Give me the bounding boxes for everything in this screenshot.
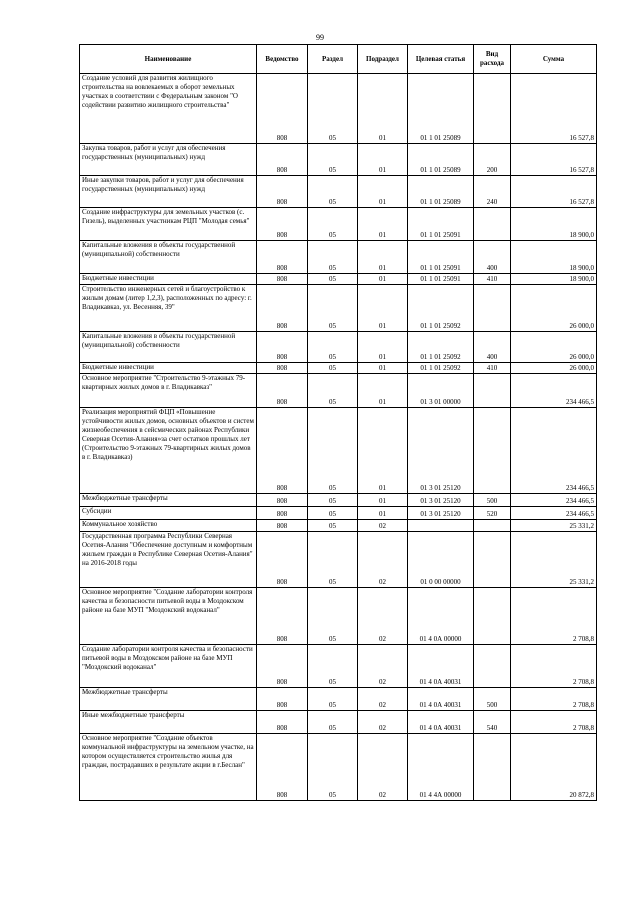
row-name: Межбюджетные трансферты [80, 688, 257, 711]
row-department: 808 [257, 711, 308, 734]
row-expense-type: 200 [474, 144, 511, 176]
table-row [80, 208, 597, 241]
row-target [408, 520, 474, 532]
row-section: 05 [308, 588, 358, 645]
table-row [80, 176, 597, 208]
table-row [80, 520, 597, 532]
row-expense-type: 500 [474, 494, 511, 507]
row-section: 05 [308, 208, 358, 241]
header-target: Целевая статья [408, 45, 474, 74]
row-department: 808 [257, 74, 308, 144]
row-department: 808 [257, 285, 308, 332]
row-subsection: 02 [358, 588, 408, 645]
table-row [80, 532, 597, 588]
row-name: Создание инфраструктуры для земельных участков (с. Гизель), выделенных участникам РЦП "Молодая семья" [80, 208, 257, 241]
page-number: 99 [316, 33, 324, 42]
row-target: 01 1 01 25092 [408, 285, 474, 332]
row-target: 01 4 0А 40031 [408, 711, 474, 734]
row-expense-type [474, 208, 511, 241]
row-target: 01 1 01 25089 [408, 176, 474, 208]
row-subsection: 01 [358, 208, 408, 241]
row-amount: 16 527,8 [511, 176, 597, 208]
row-expense-type [474, 520, 511, 532]
row-subsection: 02 [358, 688, 408, 711]
row-department: 808 [257, 645, 308, 688]
row-department: 808 [257, 494, 308, 507]
row-amount: 2 708,8 [511, 711, 597, 734]
header-department: Ведомство [257, 45, 308, 74]
row-name: Закупка товаров, работ и услуг для обеспечения государственных (муниципальных) нужд [80, 144, 257, 176]
row-section: 05 [308, 363, 358, 374]
row-target: 01 1 01 25092 [408, 363, 474, 374]
row-section: 05 [308, 285, 358, 332]
row-department: 808 [257, 144, 308, 176]
row-target: 01 4 0А 40031 [408, 645, 474, 688]
row-section: 05 [308, 241, 358, 274]
row-section: 05 [308, 688, 358, 711]
row-department: 808 [257, 374, 308, 408]
row-name: Иные закупки товаров, работ и услуг для обеспечения государственных (муниципальных) нужд [80, 176, 257, 208]
table-header [80, 45, 597, 74]
row-section: 05 [308, 144, 358, 176]
row-name: Создание условий для развития жилищного строительства на вовлекаемых в оборот земельных участках в соответствии с Федеральным законом "О содействии развитию жилищного строительства" [80, 74, 257, 144]
row-name: Капитальные вложения в объекты государственной (муниципальной) собственности [80, 332, 257, 363]
row-section: 05 [308, 408, 358, 494]
row-subsection: 01 [358, 74, 408, 144]
row-subsection: 01 [358, 507, 408, 520]
table-row [80, 688, 597, 711]
row-expense-type [474, 374, 511, 408]
row-target: 01 4 0А 40031 [408, 688, 474, 711]
row-subsection: 01 [358, 176, 408, 208]
row-target: 01 1 01 25089 [408, 144, 474, 176]
row-department: 808 [257, 408, 308, 494]
row-expense-type [474, 532, 511, 588]
row-target: 01 1 01 25092 [408, 332, 474, 363]
row-expense-type: 410 [474, 274, 511, 285]
budget-table [79, 44, 597, 801]
table-row [80, 645, 597, 688]
row-name: Государственная программа Республики Северная Осетия-Алания "Обеспечение доступным и комфортным жильем граждан в Республике Северная Осетия-Алания" на 2016-2018 годы [80, 532, 257, 588]
table-row [80, 274, 597, 285]
row-name: Создание лаборатории контроля качества и безопасности питьевой воды в Моздокском районе на базе МУП "Моздокский водоканал" [80, 645, 257, 688]
row-expense-type: 400 [474, 332, 511, 363]
header-subsection: Подраздел [358, 45, 408, 74]
row-target: 01 3 01 25120 [408, 494, 474, 507]
row-section: 05 [308, 74, 358, 144]
row-subsection: 01 [358, 374, 408, 408]
row-department: 808 [257, 332, 308, 363]
row-amount: 18 900,0 [511, 208, 597, 241]
row-name: Капитальные вложения в объекты государственной (муниципальной) собственности [80, 241, 257, 274]
table-row [80, 144, 597, 176]
row-target: 01 1 01 25091 [408, 241, 474, 274]
row-amount: 25 331,2 [511, 520, 597, 532]
row-name: Основное мероприятие "Строительство 9-этажных 79-квартирных жилых домов в г. Владикавказ" [80, 374, 257, 408]
row-expense-type [474, 285, 511, 332]
header-section: Раздел [308, 45, 358, 74]
row-name: Основное мероприятие "Создание лаборатории контроля качества и безопасности питьевой воды в Моздокском районе на базе МУП "Моздокский водоканал" [80, 588, 257, 645]
row-amount: 234 466,5 [511, 494, 597, 507]
row-expense-type [474, 734, 511, 801]
table-row [80, 494, 597, 507]
row-amount: 234 466,5 [511, 374, 597, 408]
table-row [80, 374, 597, 408]
row-name: Основное мероприятие "Создание объектов коммунальной инфраструктуры на земельном участке, на котором осуществляется строительство жилья для граждан, пострадавших в результате акции в г.Беслан" [80, 734, 257, 801]
row-amount: 18 900,0 [511, 274, 597, 285]
table-row [80, 507, 597, 520]
row-department: 808 [257, 176, 308, 208]
row-target: 01 3 01 25120 [408, 408, 474, 494]
row-subsection: 01 [358, 144, 408, 176]
table-row [80, 74, 597, 144]
row-name: Строительство инженерных сетей и благоустройство к жилым домам (литер 1,2,3), расположенных по адресу: г. Владикавказ, ул. Весенняя, 39" [80, 285, 257, 332]
row-section: 05 [308, 374, 358, 408]
row-department: 808 [257, 532, 308, 588]
row-target: 01 1 01 25091 [408, 274, 474, 285]
row-section: 05 [308, 507, 358, 520]
row-section: 05 [308, 645, 358, 688]
row-amount: 20 872,8 [511, 734, 597, 801]
table-row [80, 711, 597, 734]
row-name: Бюджетные инвестиции [80, 274, 257, 285]
row-amount: 26 000,0 [511, 285, 597, 332]
header-amount: Сумма [511, 45, 597, 74]
row-expense-type: 500 [474, 688, 511, 711]
table-row [80, 588, 597, 645]
row-amount: 25 331,2 [511, 532, 597, 588]
table-row [80, 332, 597, 363]
row-target: 01 3 01 00000 [408, 374, 474, 408]
row-amount: 2 708,8 [511, 645, 597, 688]
row-subsection: 01 [358, 363, 408, 374]
row-department: 808 [257, 734, 308, 801]
row-amount: 2 708,8 [511, 588, 597, 645]
row-section: 05 [308, 711, 358, 734]
table-row [80, 408, 597, 494]
row-target: 01 1 01 25091 [408, 208, 474, 241]
header-name: Наименование [80, 45, 257, 74]
row-expense-type [474, 645, 511, 688]
row-name: Межбюджетные трансферты [80, 494, 257, 507]
row-subsection: 01 [358, 274, 408, 285]
row-department: 808 [257, 241, 308, 274]
row-department: 808 [257, 274, 308, 285]
row-department: 808 [257, 688, 308, 711]
row-amount: 16 527,8 [511, 74, 597, 144]
row-subsection: 01 [358, 241, 408, 274]
row-name: Коммунальное хозяйство [80, 520, 257, 532]
row-subsection: 02 [358, 520, 408, 532]
row-name: Бюджетные инвестиции [80, 363, 257, 374]
row-target: 01 4 0А 00000 [408, 588, 474, 645]
row-amount: 16 527,8 [511, 144, 597, 176]
row-expense-type: 400 [474, 241, 511, 274]
row-target: 01 3 01 25120 [408, 507, 474, 520]
row-expense-type [474, 588, 511, 645]
row-name: Иные межбюджетные трансферты [80, 711, 257, 734]
row-subsection: 01 [358, 408, 408, 494]
table-row [80, 734, 597, 801]
row-department: 808 [257, 363, 308, 374]
row-subsection: 02 [358, 645, 408, 688]
row-department: 808 [257, 588, 308, 645]
row-subsection: 02 [358, 532, 408, 588]
row-name: Субсидии [80, 507, 257, 520]
row-target: 01 1 01 25089 [408, 74, 474, 144]
row-department: 808 [257, 520, 308, 532]
row-target: 01 4 4А 00000 [408, 734, 474, 801]
row-subsection: 02 [358, 711, 408, 734]
row-expense-type: 240 [474, 176, 511, 208]
row-section: 05 [308, 176, 358, 208]
row-expense-type: 410 [474, 363, 511, 374]
row-amount: 234 466,5 [511, 408, 597, 494]
row-amount: 2 708,8 [511, 688, 597, 711]
row-amount: 26 000,0 [511, 363, 597, 374]
row-section: 05 [308, 532, 358, 588]
row-target: 01 0 00 00000 [408, 532, 474, 588]
row-expense-type: 540 [474, 711, 511, 734]
row-subsection: 01 [358, 285, 408, 332]
row-name: Реализация мероприятий ФЦП «Повышение устойчивости жилых домов, основных объектов и систем жизнеобеспечения в сейсмических районах Республики Северная Осетия-Алания»за счет остатков прошлых лет (Строительство 9-этажных 79-квартирных жилых домов в г. Владикавказ) [80, 408, 257, 494]
row-amount: 234 466,5 [511, 507, 597, 520]
table-row [80, 363, 597, 374]
row-section: 05 [308, 734, 358, 801]
row-section: 05 [308, 274, 358, 285]
row-department: 808 [257, 507, 308, 520]
row-department: 808 [257, 208, 308, 241]
row-expense-type [474, 74, 511, 144]
row-subsection: 01 [358, 494, 408, 507]
row-section: 05 [308, 520, 358, 532]
table-row [80, 241, 597, 274]
row-section: 05 [308, 494, 358, 507]
table-row [80, 285, 597, 332]
row-subsection: 02 [358, 734, 408, 801]
row-expense-type: 520 [474, 507, 511, 520]
row-amount: 26 000,0 [511, 332, 597, 363]
row-subsection: 01 [358, 332, 408, 363]
header-expense-type: Вид расхода [474, 45, 511, 74]
row-expense-type [474, 408, 511, 494]
row-amount: 18 900,0 [511, 241, 597, 274]
row-section: 05 [308, 332, 358, 363]
